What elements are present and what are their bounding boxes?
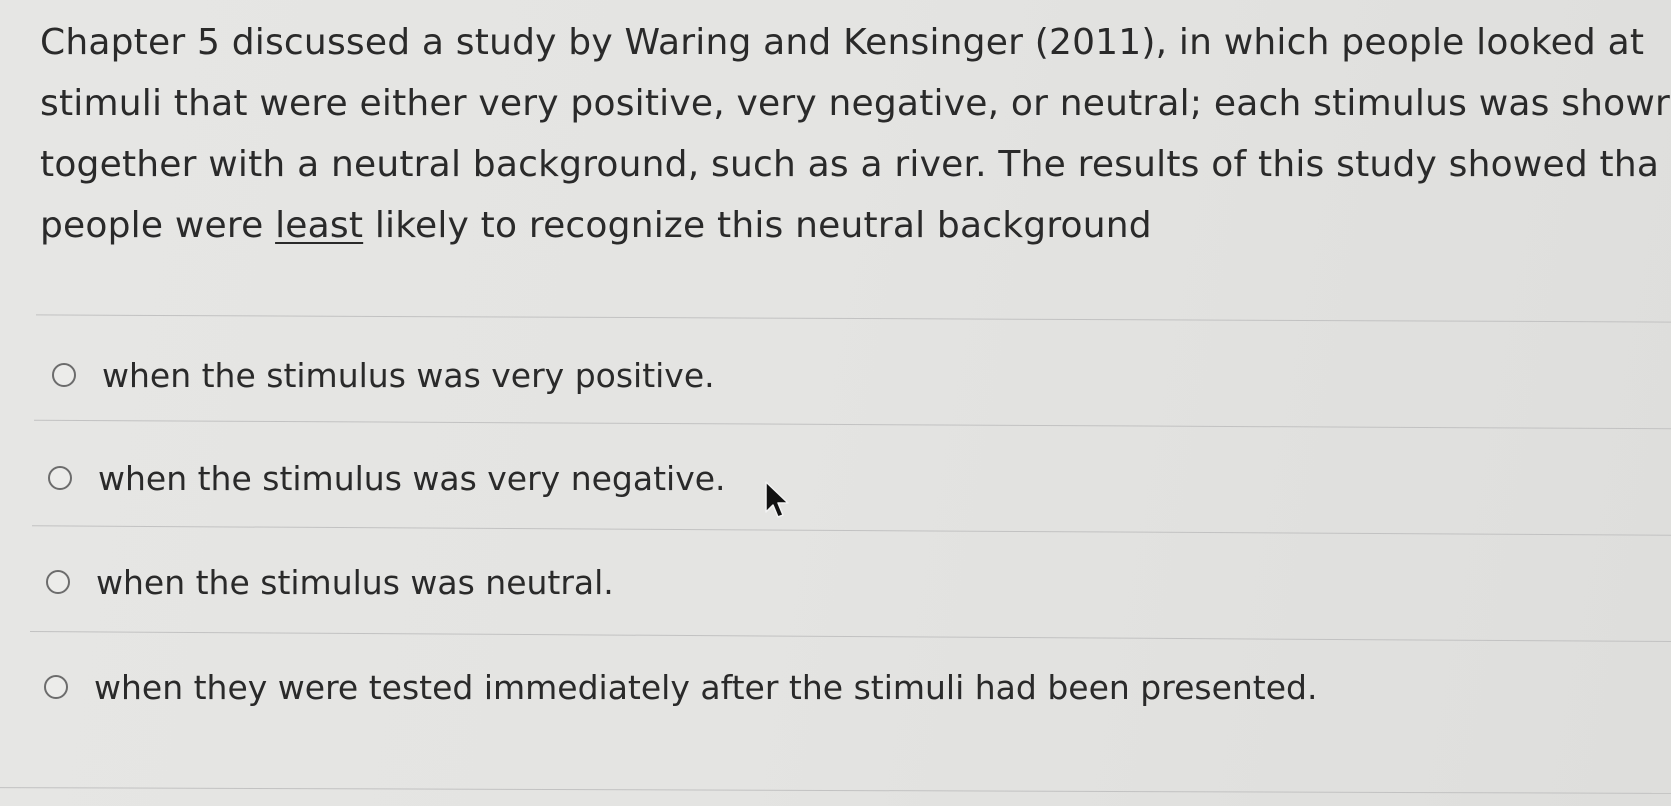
question-line-3: together with a neutral background, such as a river. The results of this study showed tha xyxy=(40,144,1660,185)
divider xyxy=(32,525,1671,535)
arrow-pointer-icon xyxy=(764,481,794,523)
divider xyxy=(34,420,1671,430)
radio-button-icon[interactable] xyxy=(46,570,70,594)
question-emphasis-least: least xyxy=(275,205,364,246)
question-line-1: Chapter 5 discussed a study by Waring and Kensinger (2011), in which people looked at xyxy=(40,22,1645,63)
question-line-4-start: people were xyxy=(40,205,276,246)
divider xyxy=(36,314,1671,322)
answer-option-very-negative[interactable] xyxy=(48,453,726,503)
question-line-4 xyxy=(40,195,1671,256)
divider xyxy=(0,787,1671,794)
radio-button-icon[interactable] xyxy=(52,363,76,387)
option-label: when the stimulus was very positive. xyxy=(102,355,715,395)
question-line-2: stimuli that were either very positive, very negative, or neutral; each stimulus was showr xyxy=(40,83,1671,124)
option-label: when the stimulus was neutral. xyxy=(96,562,614,602)
answer-option-very-positive[interactable] xyxy=(52,350,715,400)
option-label: when they were tested immediately after the stimuli had been presented. xyxy=(94,667,1318,707)
question-line-4-end: likely to recognize this neutral background xyxy=(363,205,1152,246)
answer-option-tested-immediately[interactable] xyxy=(44,662,1317,712)
radio-button-icon[interactable] xyxy=(48,466,72,490)
option-label: when the stimulus was very negative. xyxy=(98,458,726,498)
question-text xyxy=(40,12,1671,256)
answer-option-neutral[interactable] xyxy=(46,557,614,607)
radio-button-icon[interactable] xyxy=(44,675,68,699)
divider xyxy=(30,631,1671,642)
